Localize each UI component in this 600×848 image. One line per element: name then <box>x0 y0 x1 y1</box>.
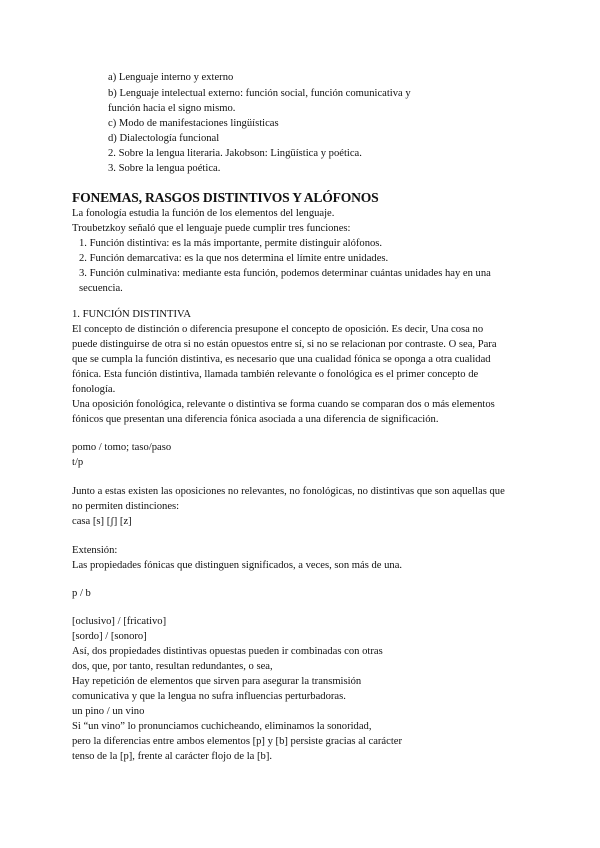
paragraph-line: Las propiedades fónicas que distinguen significados, a veces, son más de una. <box>72 560 403 571</box>
paragraph-line: no permiten distinciones: <box>72 501 180 512</box>
paragraph-line: fónica. Esta función distintiva, llamada también relevante o fonológica es el primer concepto de <box>72 369 479 380</box>
list-item: d) Dialectología funcional <box>108 133 220 144</box>
paragraph-line: Si “un vino” lo pronunciamos cuchicheando, eliminamos la sonoridad, <box>72 721 372 732</box>
paragraph-line: fónicos que presentan una diferencia fónica asociada a una diferencia de significación. <box>72 414 439 425</box>
paragraph-line: comunicativa y que la lengua no sufra influencias perturbadoras. <box>72 691 346 702</box>
paragraph-line: que se cumpla la función distintiva, es necesario que una cualidad fónica se oponga a otra cualidad <box>72 354 491 365</box>
section-title: FONEMAS, RASGOS DISTINTIVOS Y ALÓFONOS <box>72 190 379 205</box>
list-item: a) Lenguaje interno y externo <box>108 72 234 83</box>
paragraph-line: pero la diferencias entre ambos elementos [p] y [b] persiste gracias al carácter <box>72 736 403 747</box>
example-line: pomo / tomo; taso/paso <box>72 442 172 453</box>
paragraph-line: fonología. <box>72 384 116 395</box>
paragraph-line: Una oposición fonológica, relevante o distintiva se forma cuando se comparan dos o más elementos <box>72 399 495 410</box>
paragraph-line: tenso de la [p], frente al carácter flojo de la [b]. <box>72 751 272 762</box>
list-item: b) Lenguaje intelectual externo: función social, función comunicativa y <box>108 88 411 99</box>
example-line: un pino / un vino <box>72 706 145 717</box>
list-item-continuation: función hacia el signo mismo. <box>108 103 236 114</box>
example-line: t/p <box>72 457 84 468</box>
example-line: p / b <box>72 588 91 599</box>
paragraph-line: [sordo] / [sonoro] <box>72 631 147 642</box>
list-item: 3. Sobre la lengua poética. <box>108 163 221 174</box>
extension-label: Extensión: <box>72 545 118 556</box>
intro-line: La fonología estudia la función de los elementos del lenguaje. <box>72 208 335 219</box>
paragraph-line: [oclusivo] / [fricativo] <box>72 616 167 627</box>
function-item: 1. Función distintiva: es la más importante, permite distinguir alófonos. <box>79 238 383 249</box>
paragraph-line: dos, que, por tanto, resultan redundantes, o sea, <box>72 661 273 672</box>
paragraph-line: Hay repetición de elementos que sirven para asegurar la transmisión <box>72 676 362 687</box>
function-item: 3. Función culminativa: mediante esta función, podemos determinar cuántas unidades hay en una <box>79 268 491 279</box>
list-item: c) Modo de manifestaciones lingüísticas <box>108 118 279 129</box>
paragraph-line: Así, dos propiedades distintivas opuestas pueden ir combinadas con otras <box>72 646 383 657</box>
intro-line: Troubetzkoy señaló que el lenguaje puede cumplir tres funciones: <box>72 223 351 234</box>
list-item: 2. Sobre la lengua literaria. Jakobson: Lingüística y poética. <box>108 148 362 159</box>
paragraph-line: Junto a estas existen las oposiciones no relevantes, no fonológicas, no distintivas que son aquellas que <box>72 486 505 497</box>
paragraph-line: puede distinguirse de otra si no están opuestos entre sí, si no se relacionan por contraste. O sea, Para <box>72 339 497 350</box>
paragraph-line: El concepto de distinción o diferencia presupone el concepto de oposición. Es decir, Una cosa no <box>72 324 484 335</box>
example-line: casa [s] [ʃ] [z] <box>72 516 132 527</box>
function-item: 2. Función demarcativa: es la que nos determina el límite entre unidades. <box>79 253 389 264</box>
function-item-continuation: secuencia. <box>79 283 123 294</box>
subsection-title: 1. FUNCIÓN DISTINTIVA <box>72 309 191 320</box>
